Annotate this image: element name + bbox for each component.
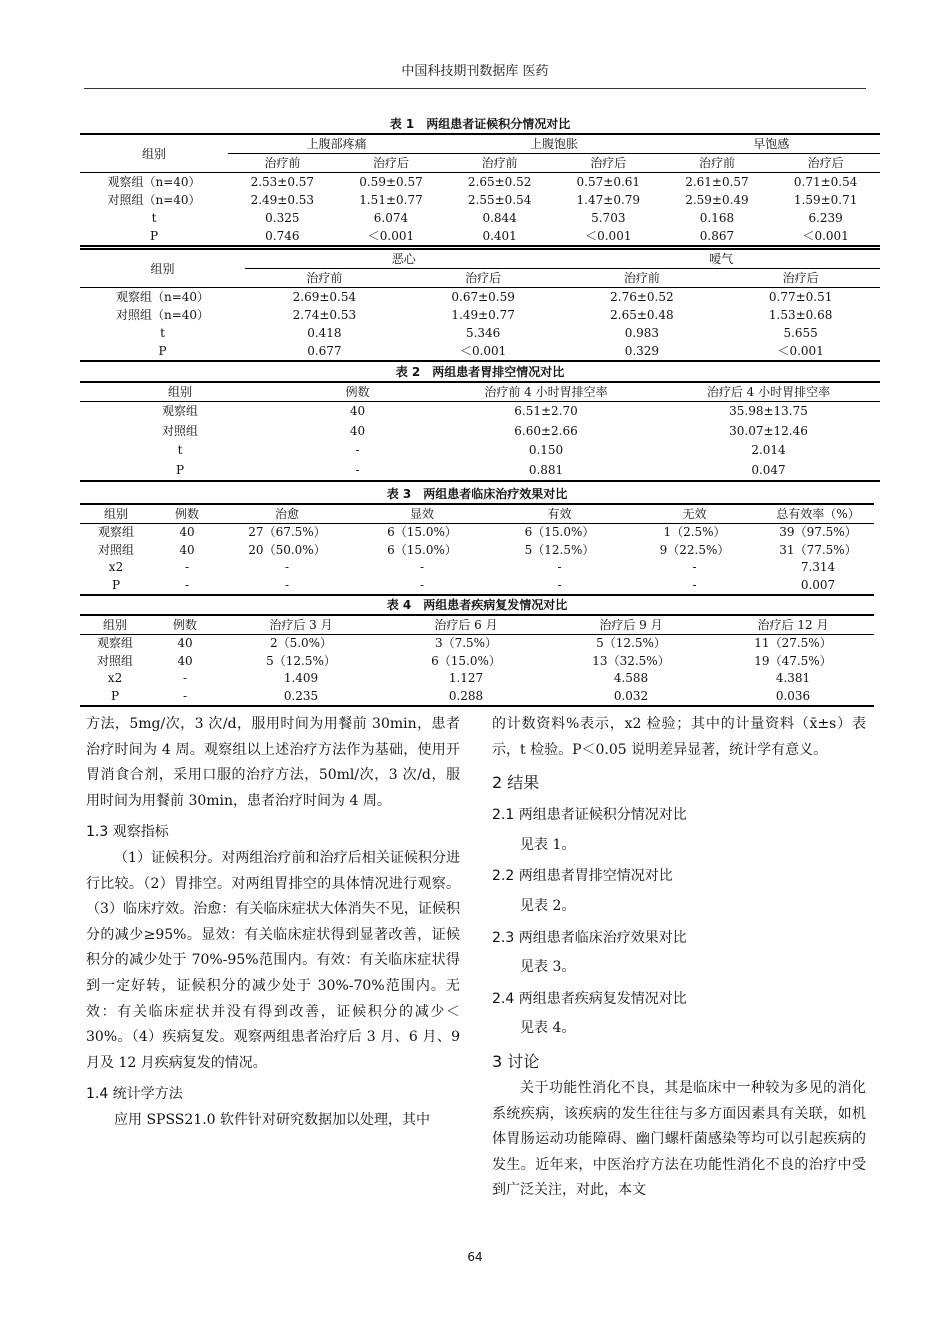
table-head [80,504,874,524]
table-header-row [80,382,880,402]
table-header-cell: 组别 [80,615,150,635]
table-cell: 5.655 [783,326,818,340]
table-cell: 对照组（n=40） [115,308,210,322]
table-cell: 4.381 [775,671,811,685]
table-cell: 0.150 [528,443,564,457]
table-cell: 1.409 [283,671,319,685]
table-header-cell: 无效 [627,504,762,524]
table-cell: t [151,211,157,225]
table-cell: 0.325 [265,211,300,225]
table-cell: 2.55±0.54 [467,193,532,207]
table-row [80,173,880,192]
table-cell: 组别 [80,134,228,173]
section-heading: 2 结果 [492,773,540,793]
table-cell: 6.074 [373,211,409,225]
table-cell: 组别 [80,249,245,288]
table-cell: 0.67±0.59 [451,290,515,304]
table-header-cell: 例数 [280,382,435,402]
table-header-cell: 总有效率（%） [762,504,874,524]
table-cell: - [284,577,290,592]
table-head [80,382,880,402]
table-cell: ＜0.001 [367,229,415,243]
table-row [80,441,880,461]
table-row [80,688,874,707]
table-sub-header: 治疗后 [337,154,446,173]
table-cell: 0.844 [482,211,517,225]
table-cell: - [184,577,190,592]
table-row [80,288,880,307]
table-cell: 6.60±2.66 [514,423,578,438]
table-cell: - [355,462,360,477]
table-cell: 5（12.5%） [596,636,666,650]
table-cell: t [160,326,165,340]
table-row [80,209,880,227]
table-group-header: 嗳气 [563,249,881,269]
table-1-part-a [80,133,880,247]
table-body [80,173,880,247]
table-cell: 2.49±0.53 [250,193,315,207]
table-row [80,524,874,542]
table-header-cell: 组别 [80,504,152,524]
table-cell: 0.235 [283,688,319,703]
table-4-grid [80,614,874,707]
table-row [80,653,874,671]
table-header-cell: 治愈 [222,504,352,524]
paragraph: 见表 4。 [520,1020,576,1037]
table-cell: 2（5.0%） [269,636,333,650]
table-row [80,577,874,596]
table-cell: 4.588 [613,671,649,685]
table-cell: 5.346 [465,326,501,340]
table-cell: 观察组 [96,636,133,650]
section-heading: 1.3 观察指标 [86,824,169,841]
table-cell: x2 [108,560,124,574]
table-cell: 0.329 [624,344,660,358]
table-4-caption: 表 4 两组患者疾病复发情况对比 [386,598,568,612]
table-2 [80,364,880,482]
table-header-row [80,504,874,524]
table-cell: 6（15.0%） [431,653,501,668]
table-cell: - [182,688,188,703]
table-row [80,191,880,209]
table-cell: 对照组（n=40） [107,193,201,207]
table-cell: 0.418 [307,326,342,340]
table-row [80,306,880,324]
table-cell: 40 [179,542,195,557]
table-header-cell: 例数 [152,504,222,524]
table-cell: 2.53±0.57 [250,175,315,189]
table-cell: 7.314 [800,560,836,574]
table-cell: 2.014 [751,443,786,457]
table-cell: - [182,671,188,685]
table-cell: 27（67.5%） [248,525,326,539]
table-cell: 40 [179,525,195,539]
table-cell: - [557,560,562,574]
table-cell: 1.47±0.79 [576,193,641,207]
table-header-cell: 治疗后 6 月 [382,615,550,635]
table-cell: 1.53±0.68 [768,308,833,322]
table-group-header: 恶心 [245,249,563,269]
table-cell: 对照组 [97,542,134,557]
table-header-cell: 有效 [492,504,627,524]
table-cell: - [557,577,562,592]
table-cell: - [184,560,190,574]
table-cell: 0.746 [265,229,300,243]
table-cell: 0.047 [751,462,786,477]
table-cell: 2.61±0.57 [685,175,749,189]
table-sub-header: 治疗前 [663,154,772,173]
table-cell: 31（77.5%） [779,542,857,557]
table-cell: 20（50.0%） [248,542,326,557]
paragraph: 见表 3。 [520,959,576,976]
table-3-caption: 表 3 两组患者临床治疗效果对比 [386,487,568,501]
table-cell: 40 [177,636,193,650]
table-cell: - [692,560,697,574]
table-sub-header: 治疗后 [771,154,880,173]
table-row [80,542,874,560]
table-cell: 0.032 [613,688,649,703]
table-2-caption: 表 2 两组患者胃排空情况对比 [395,365,565,379]
table-cell: 5.703 [591,211,626,225]
table-header-row [80,615,874,635]
table-cell: 0.007 [800,577,836,592]
table-cell: 2.65±0.48 [610,308,674,322]
table-cell: 0.57±0.61 [576,175,641,189]
table-row [80,342,880,361]
table-cell: 0.881 [528,462,564,477]
table-cell: P [158,344,167,358]
table-header-cell: 治疗后 3 月 [220,615,382,635]
table-cell: 0.983 [624,326,660,340]
table-cell: 1.59±0.71 [793,193,858,207]
table-cell: 2.65±0.52 [467,175,532,189]
table-row [80,461,880,482]
table-cell: 0.59±0.57 [359,175,423,189]
table-sub-header: 治疗后 [721,269,880,288]
left-column [86,712,460,1134]
table-sub-header: 治疗前 [245,269,404,288]
table-cell: 6.239 [808,211,843,225]
table-cell: ＜0.001 [585,229,632,243]
table-cell: - [355,443,360,457]
table-cell: 1（2.5%） [663,525,726,539]
table-cell: 19（47.5%） [754,653,832,668]
table-cell: 1.49±0.77 [451,308,515,322]
table-body [80,524,874,596]
table-sub-header: 治疗前 [563,269,722,288]
table-3-grid [80,503,874,596]
table-cell: 1.51±0.77 [359,193,423,207]
table-1-part-b [80,248,880,362]
table-header-cell: 治疗后 12 月 [712,615,874,635]
journal-header: 中国科技期刊数据库 医药 [401,64,549,79]
table-cell: 5（12.5%） [266,653,336,668]
table-row [80,422,880,442]
table-cell: 0.288 [448,688,484,703]
table-sub-header: 治疗前 [445,154,554,173]
section-heading: 1.4 统计学方法 [86,1086,183,1103]
table-cell: - [419,577,425,592]
table-cell: 39（97.5%） [779,525,857,539]
table-cell: 2.76±0.52 [610,290,674,304]
table-cell: 13（32.5%） [592,653,670,668]
table-3 [80,486,874,596]
table-cell: ＜0.001 [777,344,824,358]
table-cell: 观察组 [161,404,198,418]
table-cell: 0.867 [699,229,735,243]
section-heading: 2.2 两组患者胃排空情况对比 [492,868,673,885]
table-cell: 9（22.5%） [659,542,730,557]
table-sub-header: 治疗前 [228,154,337,173]
section-heading: 2.1 两组患者证候积分情况对比 [492,807,687,824]
table-header-cell: 组别 [80,382,280,402]
table-row [80,670,874,688]
table-header-cell: 治疗前 4 小时胃排空率 [435,382,657,402]
table-cell: 6（15.0%） [524,525,595,539]
paragraph: 见表 1。 [520,836,576,853]
table-cell: 2.59±0.49 [685,193,749,207]
table-header-cell: 例数 [150,615,220,635]
table-cell: ＜0.001 [459,344,507,358]
table-cell: 0.677 [307,344,342,358]
table-group-header: 上腹饱胀 [445,134,662,154]
table-cell: x2 [107,671,123,685]
table-cell: - [284,560,290,574]
table-header-cell: 治疗后 9 月 [550,615,712,635]
table-row [80,635,874,653]
right-column [492,712,866,1204]
table-cell: 3（7.5%） [434,636,498,650]
table-group-header: 上腹部疼痛 [228,134,445,154]
table-head [80,615,874,635]
table-body [80,635,874,707]
table-cell: 对照组 [161,423,198,438]
header-rule [84,88,866,89]
paragraph: 的计数资料%表示，x2 检验；其中的计量资料（x̄±s）表示，t 检验。P＜0.05 说明差异显著，统计学有意义。 [492,716,866,758]
table-cell: 6（15.0%） [387,525,457,539]
table-cell: 0.71±0.54 [793,175,858,189]
table-cell: 6.51±2.70 [514,404,578,418]
table-cell: 2.69±0.54 [292,290,357,304]
table-4 [80,597,874,707]
paragraph: 见表 2。 [520,897,576,914]
table-cell: 0.168 [699,211,735,225]
table-group-header: 早饱感 [663,134,880,154]
table-cell: 35.98±13.75 [729,404,808,418]
paragraph: 方法，5mg/次，3 次/d，服用时间为用餐前 30min，患者治疗时间为 4 周。观察组以上述治疗方法作为基础，使用开胃消食合剂，采用口服的治疗方法，50ml/次，3 次/d，服用时间为用餐前 30min，患者治疗时间为 4 周。 [86,716,460,809]
table-cell: t [177,443,183,457]
table-header-cell: 治疗后 4 小时胃排空率 [657,382,880,402]
table-sub-header: 治疗后 [554,154,663,173]
table-cell: P [149,229,159,243]
table-body [80,402,880,482]
table-cell: 0.036 [775,688,811,703]
table-body [80,288,880,362]
table-cell: 30.07±12.46 [729,423,808,438]
section-heading: 2.4 两组患者疾病复发情况对比 [492,990,687,1007]
table-cell: 0.401 [482,229,517,243]
table-row [80,402,880,422]
section-heading: 3 讨论 [492,1051,540,1071]
table-row [80,227,880,246]
table-cell: 40 [177,653,193,668]
table-cell: ＜0.001 [802,229,849,243]
table-cell: P [111,577,121,592]
page-number: 64 [467,1250,483,1264]
section-heading: 2.3 两组患者临床治疗效果对比 [492,929,687,946]
table-1 [80,116,880,362]
table-row [80,324,880,342]
table-cell: 40 [349,404,366,418]
table-header-cell: 显效 [352,504,492,524]
table-row [80,559,874,577]
table-cell: P [110,688,120,703]
paragraph: 关于功能性消化不良，其是临床中一种较为多见的消化系统疾病，该疾病的发生往往与多方面因素具有关联，如机体胃肠运动功能障碍、幽门螺杆菌感染等均可以引起疾病的发生。近年来，中医治疗方法在功能性消化不良的治疗中受到广泛关注，对此，本文 [492,1079,866,1199]
table-cell: - [419,560,425,574]
table-cell: P [175,462,185,477]
table-cell: 观察组（n=40） [107,175,201,189]
table-sub-header: 治疗后 [404,269,563,288]
table-cell: 2.74±0.53 [292,308,357,322]
table-cell: 观察组（n=40） [115,290,210,304]
table-cell: - [692,577,697,592]
table-cell: 40 [349,423,366,438]
table-cell: 1.127 [448,671,484,685]
table-cell: 观察组 [97,525,134,539]
table-cell: 6（15.0%） [387,542,457,557]
paragraph: （1）证候积分。对两组治疗前和治疗后相关证候积分进行比较。（2）胃排空。对两组胃排空的具体情况进行观察。（3）临床疗效。治愈：有关临床症状大体消失不见，证候积分的减少≥95%。显效：有关临床症状得到显著改善，证候积分的减少处于 70%-95%范围内。有效：有关临床症状得到一定好转，证候积分的减少处于 30%-70%范围内。无效：有关临床症状并没有得到改善，证候积分的减少＜30%。（4）疾病复发。观察两组患者治疗后 3 月、6 月、9 月及 12 月疾病复发的情况。 [86,849,460,1071]
table-cell: 0.77±0.51 [768,290,833,304]
table-2-grid [80,381,880,482]
table-cell: 11（27.5%） [754,636,832,650]
table-1-caption: 表 1 两组患者证候积分情况对比 [389,117,571,131]
table-cell: 5（12.5%） [524,542,595,557]
table-cell: 对照组 [96,653,133,668]
paragraph: 应用 SPSS21.0 软件针对研究数据加以处理，其中 [114,1111,431,1128]
